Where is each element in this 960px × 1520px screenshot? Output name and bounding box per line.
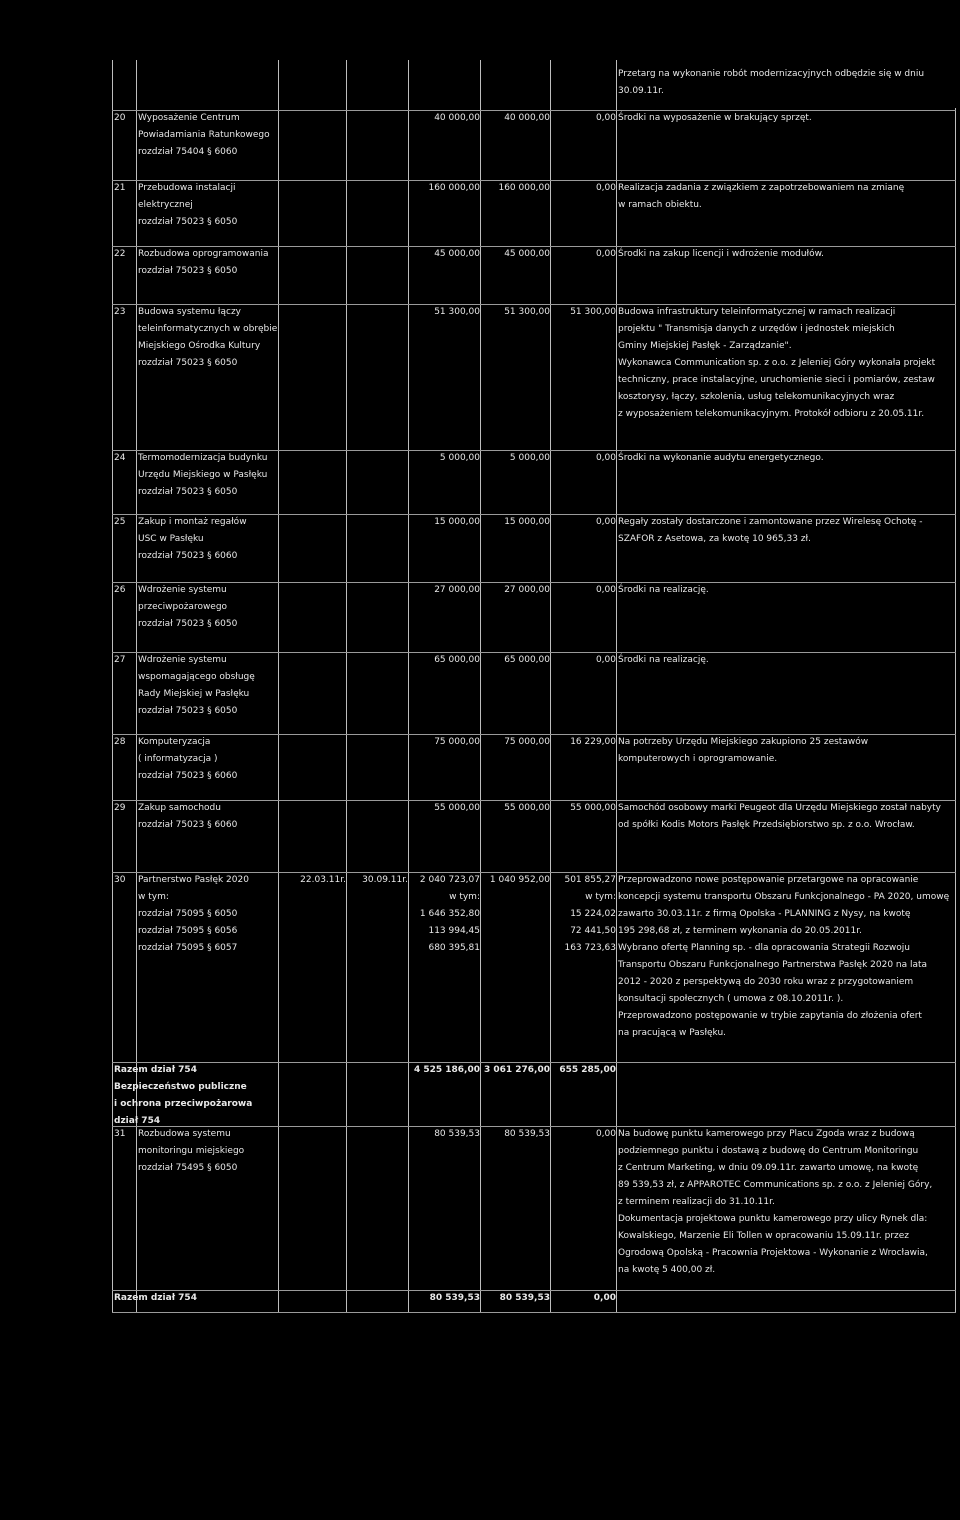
contract-amount	[482, 582, 550, 599]
planned-amount-line: 65 000,00	[434, 655, 480, 665]
task-name-line: Wyposażenie Centrum	[138, 113, 240, 123]
planned-amount-line: 113 994,45	[428, 926, 480, 936]
contract-amount-line: 5 000,00	[509, 453, 550, 463]
planned-amount-line: 75 000,00	[434, 737, 480, 747]
description-line: Dokumentacja projektowa punktu kamerowego przy ulicy Rynek dla:	[618, 1214, 928, 1224]
row-number: 25	[114, 517, 126, 527]
task-name-line: Partnerstwo Pasłęk 2020	[138, 875, 249, 885]
planned-amount-line: 51 300,00	[434, 307, 480, 317]
planned-amount	[410, 110, 480, 127]
description-line: 195 298,68 zł, z terminem wykonania do 20.05.2011r.	[618, 926, 862, 936]
description	[618, 800, 958, 834]
row-number: 20	[114, 113, 126, 123]
description-line: zawarto 30.03.11r. z firmą Opolska - PLANNING z Nysy, na kwotę	[618, 909, 911, 919]
column-divider	[346, 60, 347, 1312]
description	[618, 450, 958, 467]
executed-amount-line: 55 000,00	[570, 803, 616, 813]
executed-amount-line: 15 224,02	[570, 909, 616, 919]
contract-amount-line: 15 000,00	[504, 517, 550, 527]
row-number: 26	[114, 585, 126, 595]
description-line: podziemnego punktu i dostawą z budowę do Centrum Monitoringu	[618, 1146, 919, 1156]
task-name-line: wspomagającego obsługę	[138, 672, 255, 682]
task-name-line: rozdział 75095 § 6050	[138, 909, 238, 919]
column-divider	[616, 60, 617, 1312]
description	[618, 180, 958, 214]
planned-amount	[410, 582, 480, 599]
description-line: od spółki Kodis Motors Pasłęk Przedsiębiorstwo sp. z o.o. Wrocław.	[618, 820, 915, 830]
task-name	[138, 734, 278, 785]
contract-amount	[482, 734, 550, 751]
task-name-line: rozdział 75495 § 6050	[138, 1163, 238, 1173]
contract-amount-line: 65 000,00	[504, 655, 550, 665]
executed-amount-line: 0,00	[595, 453, 616, 463]
executed-amount-line: 0,00	[595, 113, 616, 123]
executed-amount-line: 501 855,27	[564, 875, 616, 885]
task-name-line: rozdział 75023 § 6050	[138, 706, 238, 716]
description	[618, 734, 958, 768]
description-line: z wyposażeniem telekomunikacyjnym. Protokół odbioru z 20.05.11r.	[618, 409, 925, 419]
task-name-line: Przebudowa instalacji	[138, 183, 236, 193]
row-number: 29	[114, 803, 126, 813]
description-line: Na potrzeby Urzędu Miejskiego zakupiono 25 zestawów	[618, 737, 869, 747]
description-line: Środki na realizację.	[618, 655, 709, 665]
executed-amount	[552, 582, 616, 599]
executed-amount	[552, 450, 616, 467]
planned-amount	[410, 450, 480, 467]
description-line: Środki na realizację.	[618, 585, 709, 595]
task-name-line: rozdział 75023 § 6060	[138, 551, 238, 561]
task-name-line: Rady Miejskiej w Pasłęku	[138, 689, 250, 699]
description-line: konsultacji społecznych ( umowa z 08.10.2011r. ).	[618, 994, 844, 1004]
task-name-line: monitoringu miejskiego	[138, 1146, 245, 1156]
executed-amount-line: 51 300,00	[570, 307, 616, 317]
executed-amount-line: 0,00	[595, 517, 616, 527]
task-name-line: rozdział 75095 § 6057	[138, 943, 238, 953]
contract-amount-line: 51 300,00	[504, 307, 550, 317]
description-line: z terminem realizacji do 31.10.11r.	[618, 1197, 775, 1207]
summary-label-line: Razem dział 754	[114, 1065, 197, 1075]
planned-amount	[410, 180, 480, 197]
task-name	[138, 110, 278, 161]
description	[618, 582, 958, 599]
description-line: Realizacja zadania z związkiem z zapotrzebowaniem na zmianę	[618, 183, 905, 193]
contract-amount-line: 1 040 952,00	[489, 875, 550, 885]
planned-amount-line: 15 000,00	[434, 517, 480, 527]
row-number: 21	[114, 183, 126, 193]
task-name-line: rozdział 75023 § 6050	[138, 266, 238, 276]
executed-amount	[552, 180, 616, 197]
planned-amount-line: w tym:	[449, 892, 480, 902]
description	[618, 304, 958, 423]
task-name-line: rozdział 75023 § 6060	[138, 771, 238, 781]
executed-amount-line: 16 229,00	[570, 737, 616, 747]
summary-label-line: Bezpieczeństwo publiczne	[114, 1082, 247, 1092]
contract-amount	[482, 652, 550, 669]
description-line: Gminy Miejskiej Pasłęk - Zarządzanie".	[618, 341, 792, 351]
row-number: 24	[114, 453, 126, 463]
task-name-line: ( informatyzacja )	[138, 754, 218, 764]
task-name	[138, 514, 278, 565]
task-name-line: rozdział 75023 § 6050	[138, 358, 238, 368]
description-line: Transportu Obszaru Funkcjonalnego Partnerstwa Pasłęk 2020 na lata	[618, 960, 928, 970]
contract-amount	[482, 110, 550, 127]
planned-amount-line: 2 040 723,07	[419, 875, 480, 885]
planned-amount	[410, 246, 480, 263]
description-line: Wybrano ofertę Planning sp. - dla opracowania Strategii Rozwoju	[618, 943, 910, 953]
executed-amount-line: w tym:	[585, 892, 616, 902]
contract-amount-line: 27 000,00	[504, 585, 550, 595]
contract-amount	[482, 180, 550, 197]
task-name-line: Miejskiego Ośrodka Kultury	[138, 341, 261, 351]
description-line: Kowalskiego, Marzenie Eli Tollen w opracowaniu 15.09.11r. przez	[618, 1231, 910, 1241]
description-line: Na budowę punktu kamerowego przy Placu Zgoda wraz z budową	[618, 1129, 915, 1139]
task-name-line: Rozbudowa oprogramowania	[138, 249, 269, 259]
summary-contract: 3 061 276,00	[483, 1065, 550, 1075]
row-number: 30	[114, 875, 126, 885]
start-date: 22.03.11r.	[300, 875, 346, 885]
description-line: 89 539,53 zł, z APPAROTEC Communications sp. z o.o. z Jeleniej Góry,	[618, 1180, 933, 1190]
summary-executed: 655 285,00	[559, 1065, 616, 1075]
executed-amount	[552, 872, 616, 957]
task-name-line: Wdrożenie systemu	[138, 585, 227, 595]
intro-line: 30.09.11r.	[618, 86, 664, 96]
end-date: 30.09.11r.	[362, 875, 408, 885]
column-divider	[408, 60, 409, 1312]
executed-amount	[552, 800, 616, 817]
column-divider	[480, 60, 481, 1312]
intro-line: Przetarg na wykonanie robót modernizacyjnych odbędzie się w dniu	[618, 69, 925, 79]
summary-contract: 80 539,53	[499, 1293, 550, 1303]
contract-amount-line: 160 000,00	[498, 183, 550, 193]
summary-planned: 4 525 186,00	[413, 1065, 480, 1075]
executed-amount-line: 0,00	[595, 183, 616, 193]
planned-amount-line: 27 000,00	[434, 585, 480, 595]
task-name-line: rozdział 75023 § 6050	[138, 487, 238, 497]
task-name-line: teleinformatycznych w obrębie	[138, 324, 278, 334]
description-line: z Centrum Marketing, w dniu 09.09.11r. zawarto umowę, na kwotę	[618, 1163, 919, 1173]
task-name-line: Wdrożenie systemu	[138, 655, 227, 665]
planned-amount	[410, 514, 480, 531]
task-name	[138, 1126, 278, 1177]
planned-amount-line: 1 646 352,80	[419, 909, 480, 919]
summary-label: Razem dział 754	[114, 1293, 197, 1303]
task-name	[138, 180, 278, 231]
planned-amount-line: 55 000,00	[434, 803, 480, 813]
contract-amount	[482, 514, 550, 531]
description	[618, 110, 958, 127]
task-name-line: przeciwpożarowego	[138, 602, 228, 612]
executed-amount	[552, 734, 616, 751]
contract-amount	[482, 1126, 550, 1143]
row-number: 23	[114, 307, 126, 317]
task-name	[138, 246, 278, 280]
description	[618, 1126, 958, 1279]
task-name-line: Powiadamiania Ratunkowego	[138, 130, 270, 140]
contract-amount	[482, 872, 550, 889]
description	[618, 514, 958, 548]
summary-planned: 80 539,53	[429, 1293, 480, 1303]
planned-amount	[410, 1126, 480, 1143]
row-number: 22	[114, 249, 126, 259]
contract-amount	[482, 800, 550, 817]
contract-amount-line: 45 000,00	[504, 249, 550, 259]
task-name	[138, 304, 278, 372]
contract-amount-line: 40 000,00	[504, 113, 550, 123]
executed-amount	[552, 246, 616, 263]
description-line: 2012 - 2020 z perspektywą do 2030 roku wraz z przygotowaniem	[618, 977, 914, 987]
task-name-line: rozdział 75023 § 6050	[138, 619, 238, 629]
description-line: Środki na zakup licencji i wdrożenie modułów.	[618, 249, 824, 259]
description-line: na kwotę 5 400,00 zł.	[618, 1265, 716, 1275]
task-name-line: rozdział 75404 § 6060	[138, 147, 238, 157]
planned-amount	[410, 304, 480, 321]
task-name	[138, 800, 278, 834]
task-name-line: Rozbudowa systemu	[138, 1129, 231, 1139]
description-line: w ramach obiektu.	[618, 200, 702, 210]
planned-amount	[410, 800, 480, 817]
task-name-line: elektrycznej	[138, 200, 193, 210]
table-bottom-border	[112, 1312, 956, 1313]
task-name	[138, 872, 278, 957]
planned-amount-line: 5 000,00	[439, 453, 480, 463]
intro-text	[618, 66, 958, 100]
planned-amount-line: 80 539,53	[434, 1129, 480, 1139]
task-name-line: Termomodernizacja budynku	[138, 453, 268, 463]
executed-amount-line: 0,00	[595, 585, 616, 595]
column-divider	[278, 60, 279, 1312]
column-divider	[112, 60, 113, 1312]
task-name	[138, 450, 278, 501]
row-number: 27	[114, 655, 126, 665]
task-name-line: Urzędu Miejskiego w Pasłęku	[138, 470, 268, 480]
description-line: Przeprowadzono postępowanie w trybie zapytania do złożenia ofert	[618, 1011, 922, 1021]
column-divider	[550, 60, 551, 1312]
executed-amount-line: 0,00	[595, 249, 616, 259]
task-name-line: rozdział 75095 § 6056	[138, 926, 238, 936]
planned-amount	[410, 652, 480, 669]
summary-label	[114, 1062, 254, 1130]
description-line: Środki na wykonanie audytu energetycznego.	[618, 453, 824, 463]
executed-amount	[552, 1126, 616, 1143]
summary-executed: 0,00	[593, 1293, 616, 1303]
executed-amount-line: 0,00	[595, 1129, 616, 1139]
contract-amount	[482, 246, 550, 263]
summary-label-line: dział 754	[114, 1116, 161, 1126]
description-line: Samochód osobowy marki Peugeot dla Urzędu Miejskiego został nabyty	[618, 803, 941, 813]
executed-amount	[552, 110, 616, 127]
description-line: Wykonawca Communication sp. z o.o. z Jeleniej Góry wykonała projekt	[618, 358, 936, 368]
description	[618, 872, 958, 1042]
contract-amount-line: 75 000,00	[504, 737, 550, 747]
description-line: SZAFOR z Asetowa, za kwotę 10 965,33 zł.	[618, 534, 811, 544]
contract-amount	[482, 304, 550, 321]
executed-amount	[552, 514, 616, 531]
description-line: Przeprowadzono nowe postępowanie przetargowe na opracowanie	[618, 875, 919, 885]
description-line: techniczny, prace instalacyjne, uruchomienie sieci i pomiarów, zestaw	[618, 375, 935, 385]
description-line: komputerowych i oprogramowanie.	[618, 754, 778, 764]
task-name-line: USC w Pasłęku	[138, 534, 204, 544]
task-name	[138, 652, 278, 720]
summary-label-line: i ochrona przeciwpożarowa	[114, 1099, 253, 1109]
task-name-line: rozdział 75023 § 6060	[138, 820, 238, 830]
executed-amount	[552, 304, 616, 321]
task-name	[138, 582, 278, 633]
contract-amount-line: 80 539,53	[504, 1129, 550, 1139]
planned-amount	[410, 734, 480, 751]
planned-amount-line: 45 000,00	[434, 249, 480, 259]
description-line: na pracującą w Pasłęku.	[618, 1028, 727, 1038]
description-line: projektu " Transmisja danych z urzędów i jednostek miejskich	[618, 324, 895, 334]
description-line: Budowa infrastruktury teleinformatycznej w ramach realizacji	[618, 307, 896, 317]
executed-amount-line: 0,00	[595, 655, 616, 665]
task-name-line: rozdział 75023 § 6050	[138, 217, 238, 227]
description-line: Ogrodową Opolską - Pracownia Projektowa - Wykonanie z Wrocławia,	[618, 1248, 928, 1258]
executed-amount-line: 163 723,63	[564, 943, 616, 953]
planned-amount-line: 680 395,81	[428, 943, 480, 953]
planned-amount-line: 160 000,00	[428, 183, 480, 193]
description-line: kosztorysy, łączy, szkolenia, usług telekomunikacyjnych wraz	[618, 392, 895, 402]
description	[618, 246, 958, 263]
task-name-line: Zakup samochodu	[138, 803, 221, 813]
planned-amount	[410, 872, 480, 957]
planned-amount-line: 40 000,00	[434, 113, 480, 123]
row-number: 28	[114, 737, 126, 747]
row-number: 31	[114, 1129, 126, 1139]
description-line: Środki na wyposażenie w brakujący sprzęt.	[618, 113, 812, 123]
description	[618, 652, 958, 669]
contract-amount	[482, 450, 550, 467]
task-name-line: Budowa systemu łączy	[138, 307, 242, 317]
description-line: Regały zostały dostarczone i zamontowane przez Wirelesę Ochotę -	[618, 517, 923, 527]
executed-amount-line: 72 441,50	[570, 926, 616, 936]
task-name-line: Zakup i montaż regałów	[138, 517, 247, 527]
executed-amount	[552, 652, 616, 669]
task-name-line: w tym:	[138, 892, 169, 902]
description-line: koncepcji systemu transportu Obszaru Funkcjonalnego - PA 2020, umowę	[618, 892, 950, 902]
task-name-line: Komputeryzacja	[138, 737, 211, 747]
contract-amount-line: 55 000,00	[504, 803, 550, 813]
